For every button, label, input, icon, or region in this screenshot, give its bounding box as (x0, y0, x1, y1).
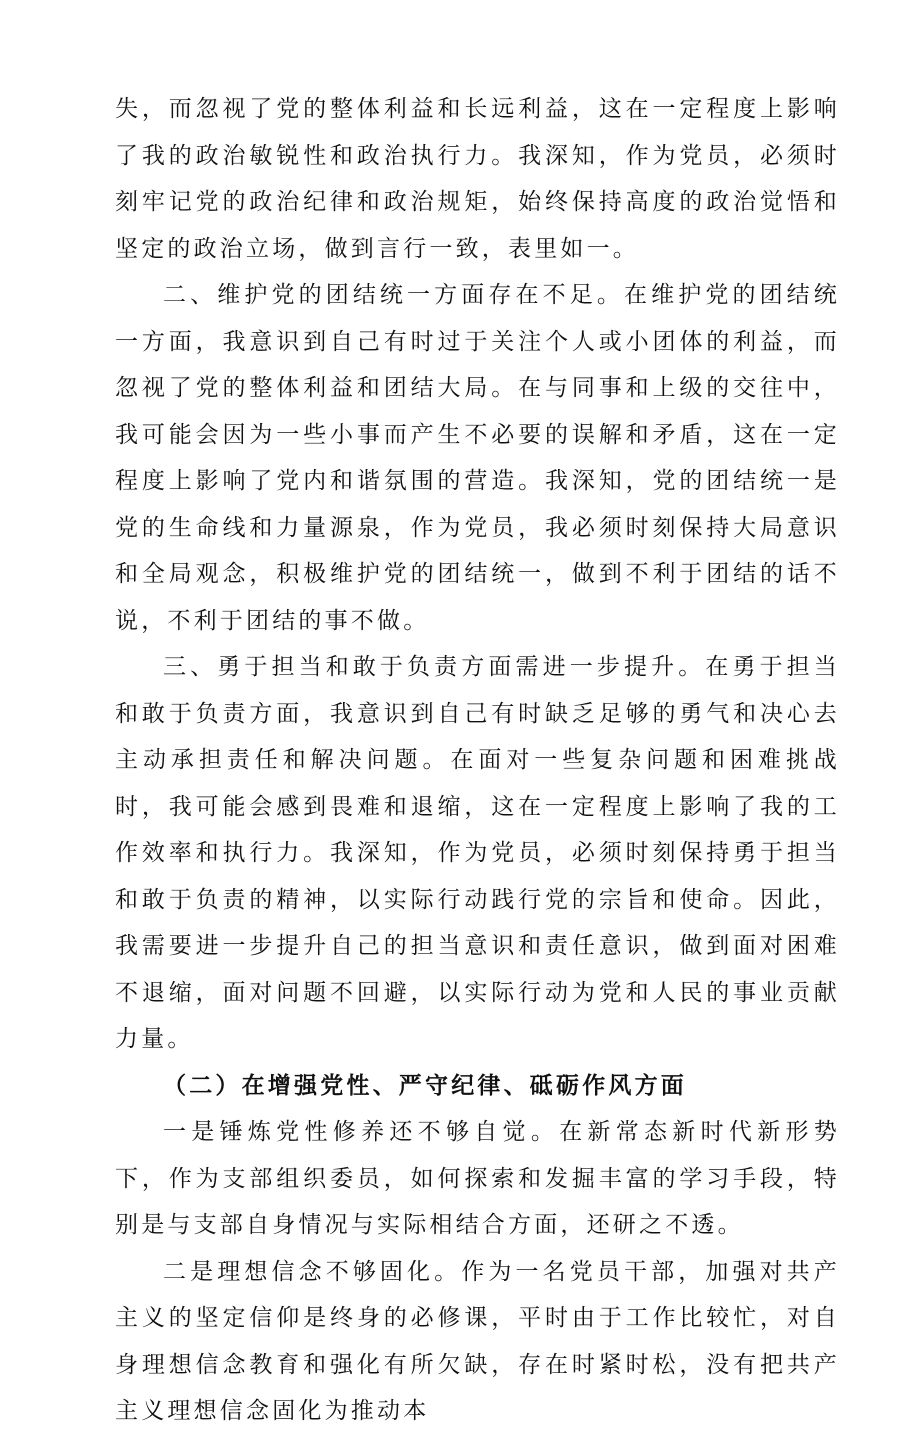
paragraph-ideals-beliefs: 二是理想信念不够固化。作为一名党员干部，加强对共产主义的坚定信仰是终身的必修课，平时由于工作比较忙，对自身理想信念教育和强化有所欠缺，存在时紧时松，没有把共产主义理想信念固化为推动本 (115, 1258, 840, 1424)
paragraph-political-discipline-continued: 失，而忽视了党的整体利益和长远利益，这在一定程度上影响了我的政治敏锐性和政治执行力。我深知，作为党员，必须时刻牢记党的政治纪律和政治规矩，始终保持高度的政治觉悟和坚定的政治立场，做到言行一致，表里如一。 (115, 96, 840, 262)
paragraph-responsibility: 三、勇于担当和敢于负责方面需进一步提升。在勇于担当和敢于负责方面，我意识到自己有时缺乏足够的勇气和决心去主动承担责任和解决问题。在面对一些复杂问题和困难挑战时，我可能会感到畏难和退缩，这在一定程度上影响了我的工作效率和执行力。我深知，作为党员，必须时刻保持勇于担当和敢于负责的精神，以实际行动践行党的宗旨和使命。因此，我需要进一步提升自己的担当意识和责任意识，做到面对困难不退缩，面对问题不回避，以实际行动为党和人民的事业贡献力量。 (115, 654, 840, 1052)
section-heading-party-spirit: （二）在增强党性、严守纪律、砥砺作风方面 (163, 1072, 687, 1099)
paragraph-party-unity: 二、维护党的团结统一方面存在不足。在维护党的团结统一方面，我意识到自己有时过于关注个人或小团体的利益，而忽视了党的整体利益和团结大局。在与同事和上级的交往中，我可能会因为一些小事而产生不必要的误解和矛盾，这在一定程度上影响了党内和谐氛围的营造。我深知，党的团结统一是党的生命线和力量源泉，作为党员，我必须时刻保持大局意识和全局观念，积极维护党的团结统一，做到不利于团结的话不说，不利于团结的事不做。 (115, 282, 840, 634)
paragraph-party-spirit-cultivation: 一是锤炼党性修养还不够自觉。在新常态新时代新形势下，作为支部组织委员，如何探索和发掘丰富的学习手段，特别是与支部自身情况与实际相结合方面，还研之不透。 (115, 1119, 840, 1238)
